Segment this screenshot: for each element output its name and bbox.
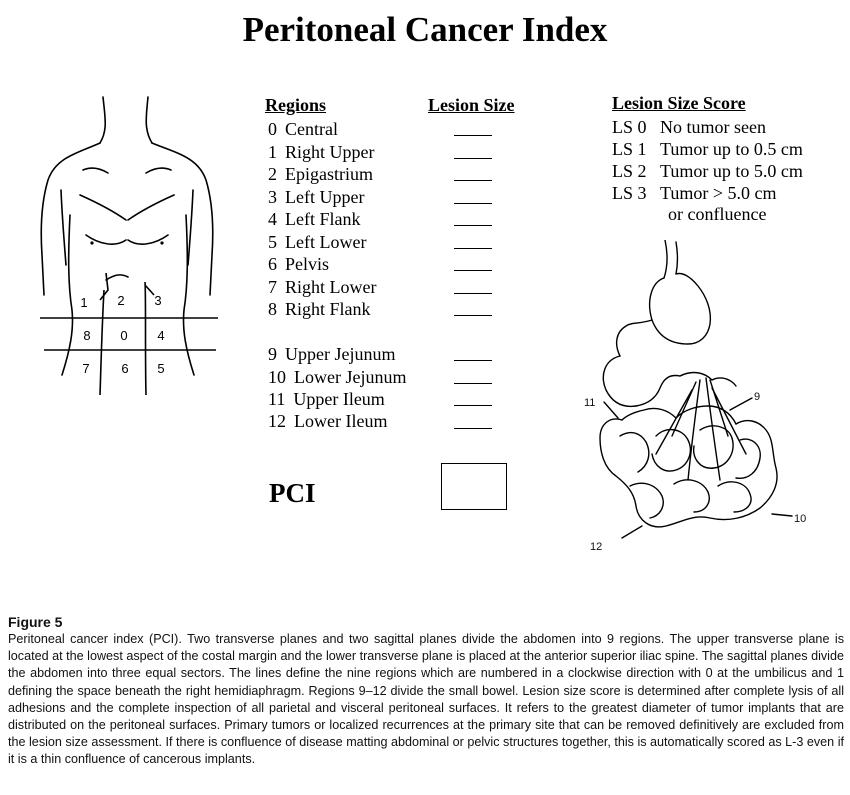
pci-label: PCI	[269, 478, 316, 508]
lesion-size-blank[interactable]	[454, 360, 492, 361]
lesion-size-blank[interactable]	[454, 383, 492, 384]
torso-region-2: 2	[117, 293, 125, 308]
bowel-label-9: 9	[754, 391, 761, 403]
region-row: 12 Lower Ileum	[268, 411, 388, 431]
torso-region-1: 1	[80, 295, 88, 310]
torso-region-3: 3	[154, 293, 162, 308]
score-row: LS 2 Tumor up to 5.0 cm	[612, 161, 803, 181]
region-row: 9 Upper Jejunum	[268, 344, 396, 364]
region-row: 3 Left Upper	[268, 187, 365, 207]
region-row: 10 Lower Jejunum	[268, 367, 407, 387]
torso-region-8: 8	[83, 328, 91, 343]
torso-region-4: 4	[157, 328, 165, 343]
lesion-size-blank[interactable]	[454, 293, 492, 294]
lesion-size-score-header: Lesion Size Score	[612, 93, 746, 113]
small-bowel-diagram	[560, 240, 820, 560]
torso-region-0: 0	[120, 328, 128, 343]
lesion-size-blank[interactable]	[454, 428, 492, 429]
score-row: LS 3 Tumor > 5.0 cm	[612, 183, 777, 203]
region-row: 6 Pelvis	[268, 254, 330, 274]
torso-region-7: 7	[82, 361, 90, 376]
lesion-size-blank[interactable]	[454, 203, 492, 204]
region-row: 5 Left Lower	[268, 232, 367, 252]
lesion-size-blank[interactable]	[454, 405, 492, 406]
bowel-label-10: 10	[794, 513, 807, 525]
region-row: 4 Left Flank	[268, 209, 361, 229]
region-row: 2 Epigastrium	[268, 164, 373, 184]
lesion-size-header: Lesion Size	[428, 95, 515, 115]
lesion-size-blank[interactable]	[454, 135, 492, 136]
page-title: Peritoneal Cancer Index	[242, 10, 608, 49]
region-row: 0 Central	[268, 119, 338, 139]
abdomen-regions-diagram	[28, 95, 243, 405]
lesion-size-blank[interactable]	[454, 158, 492, 159]
lesion-size-blank[interactable]	[454, 248, 492, 249]
region-row: 1 Right Upper	[268, 142, 375, 162]
score-row: LS 1 Tumor up to 0.5 cm	[612, 139, 803, 159]
lesion-size-blank[interactable]	[454, 180, 492, 181]
score-continuation: or confluence	[668, 204, 767, 224]
bowel-label-12: 12	[590, 541, 603, 553]
lesion-size-blank[interactable]	[454, 225, 492, 226]
region-row: 8 Right Flank	[268, 299, 371, 319]
torso-region-5: 5	[157, 361, 165, 376]
pci-total-box[interactable]	[441, 463, 507, 510]
region-row: 11 Upper Ileum	[268, 389, 385, 409]
torso-region-6: 6	[121, 361, 129, 376]
figure-caption: Peritoneal cancer index (PCI). Two transverse planes and two sagittal planes divide the abdomen into 9 regions. The upper transverse plane is located at the lowest aspect of the costal margin and the lower transverse plane is placed at the anterior superior iliac spine. The sagittal planes divide the abdomen into three equal sectors. The lines define the nine regions which are numbered in a clockwise direction with 0 at the umbilicus and 1 defining the space beneath the right hemidiaphragm. Regions 9–12 divide the small bowel. Lesion size score is determined after complete lysis of all adhesions and the complete inspection of all parietal and visceral peritoneal surfaces. It refers to the greatest diameter of tumor implants that are distributed on the peritoneal surfaces. Primary tumors or localized recurrences at the primary site that can be removed definitively are excluded from the lesion size assessment. If there is confluence of disease matting abdominal or pelvic structures together, this is automatically scored as L-3 even if it is a thin confluence of cancerous implants.	[8, 632, 844, 767]
region-row: 7 Right Lower	[268, 277, 377, 297]
lesion-size-blank[interactable]	[454, 315, 492, 316]
bowel-label-11: 11	[584, 397, 596, 409]
figure-label: Figure 5	[8, 614, 63, 630]
regions-header: Regions	[265, 95, 327, 115]
score-row: LS 0 No tumor seen	[612, 117, 766, 137]
lesion-size-blank[interactable]	[454, 270, 492, 271]
